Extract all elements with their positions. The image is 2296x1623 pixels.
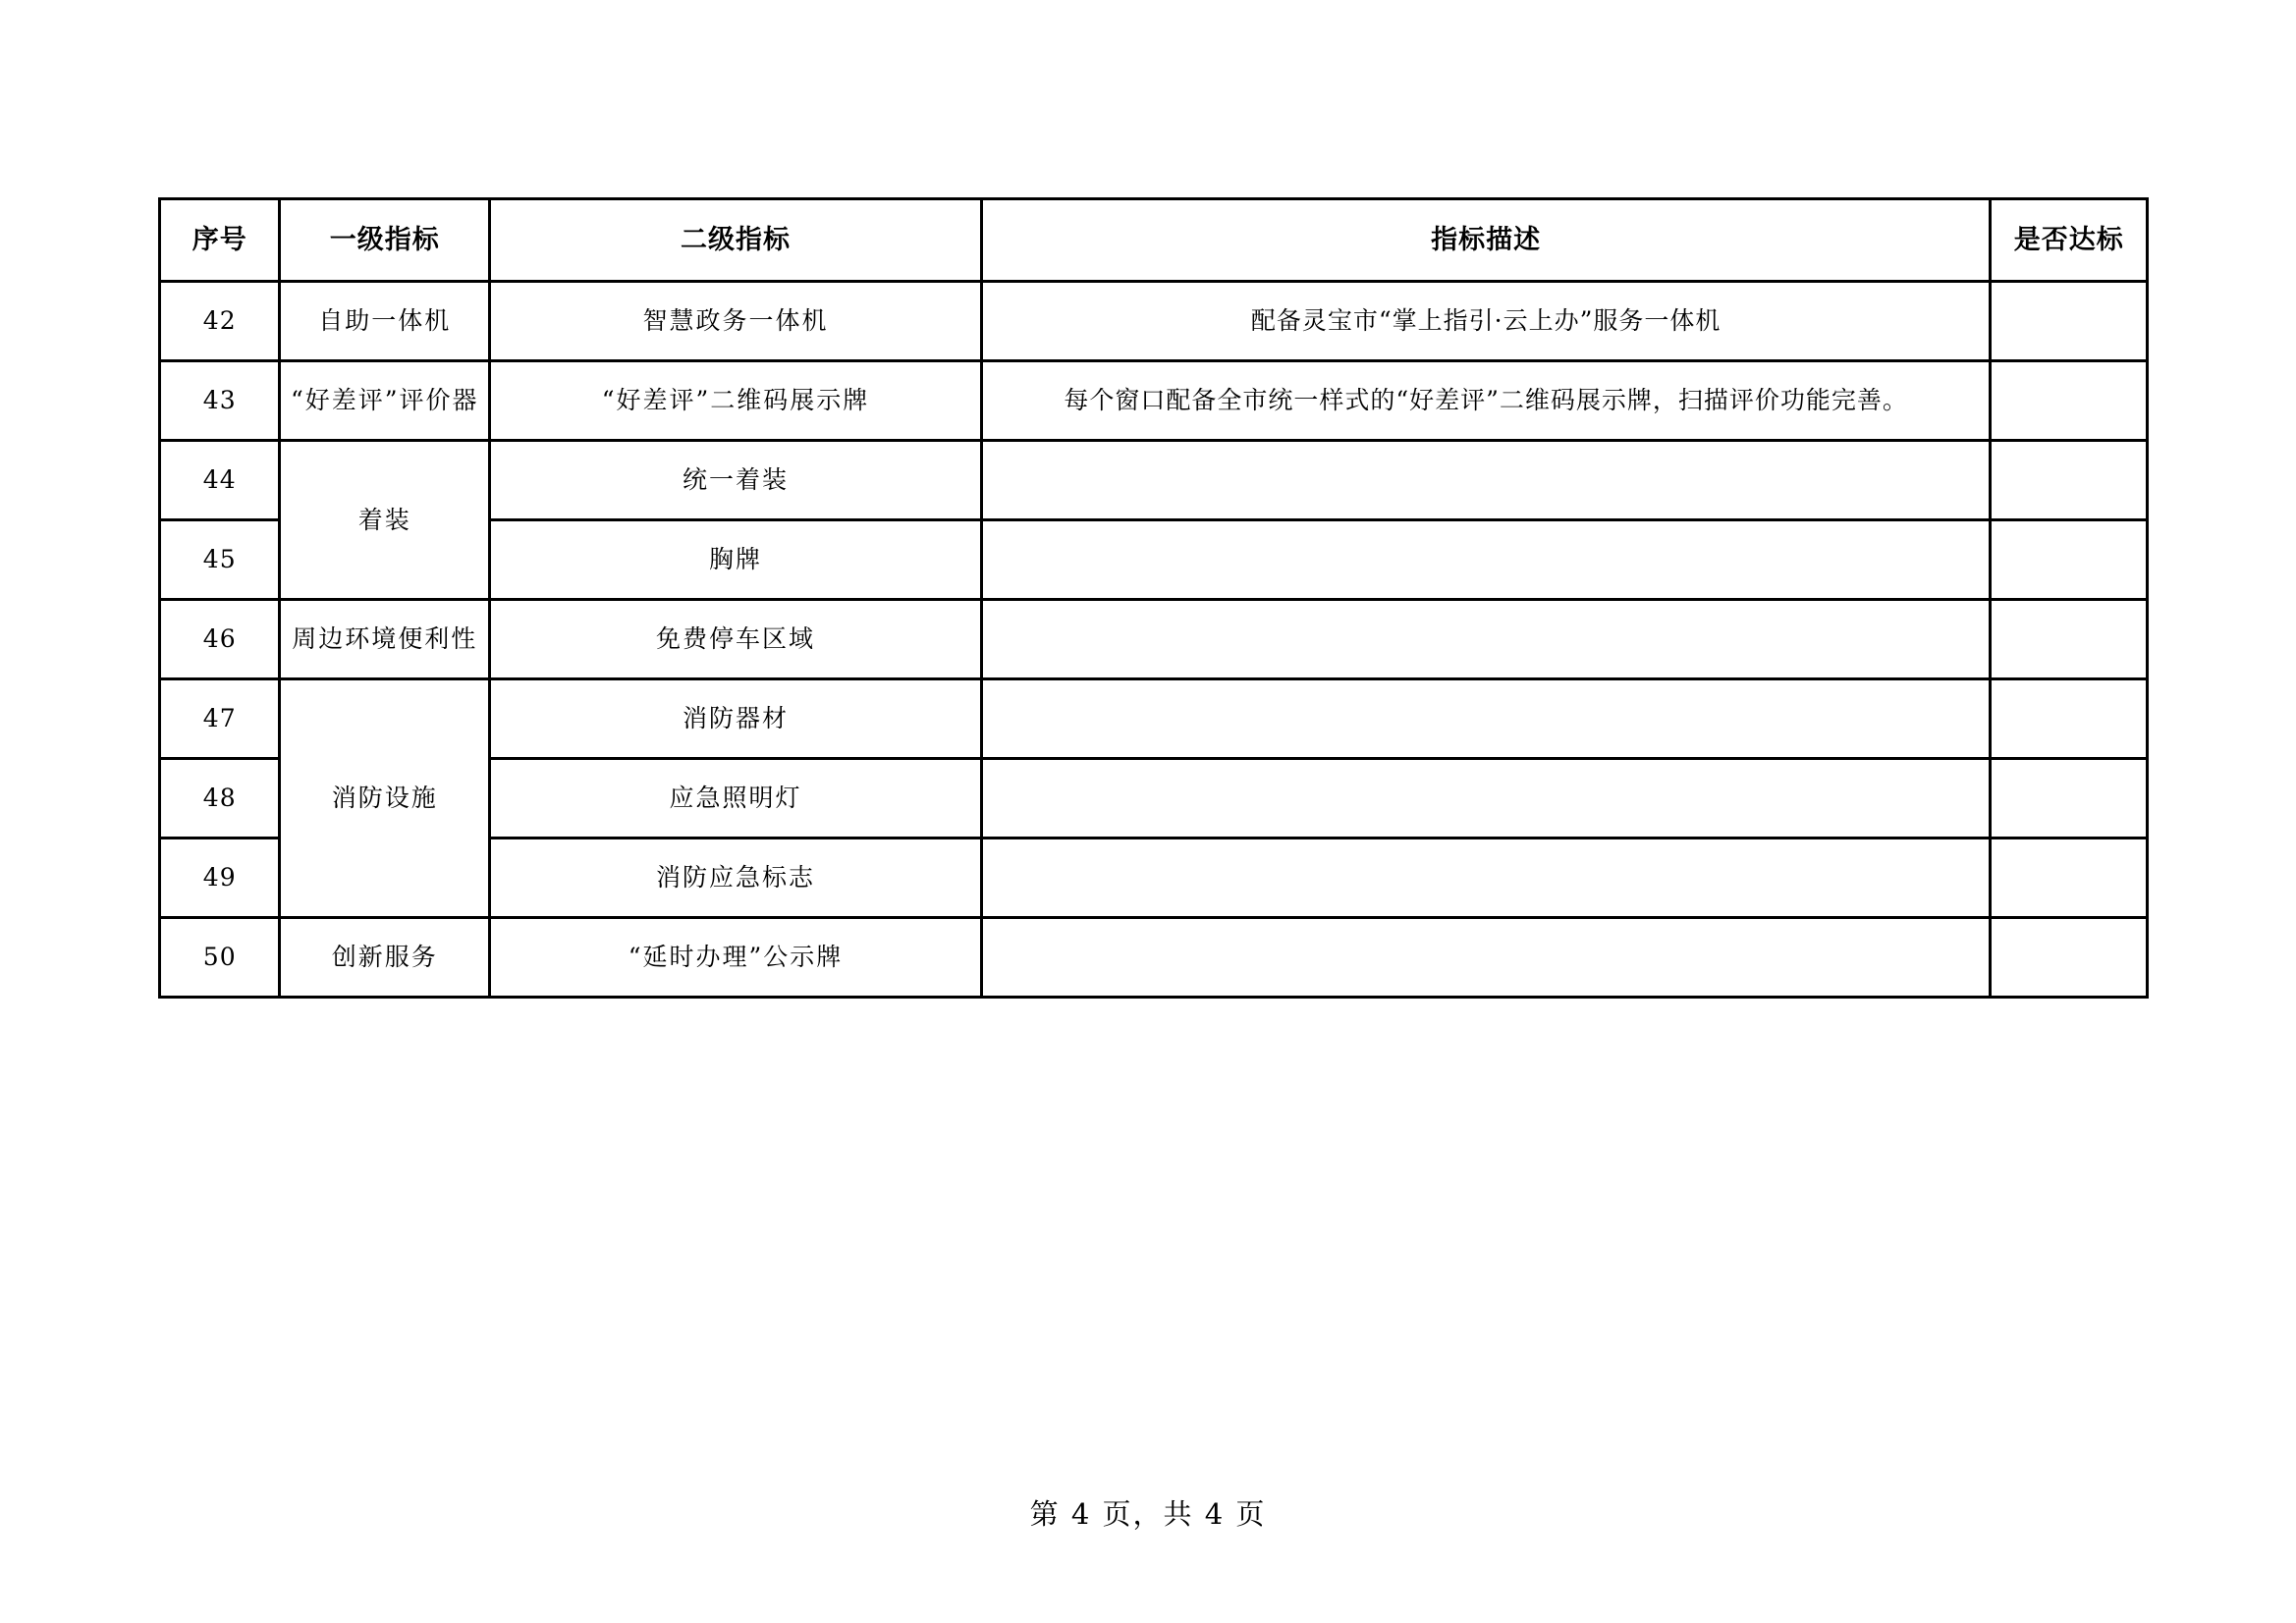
- row-level2: 应急照明灯: [490, 759, 982, 839]
- row-compliance-cell: [1991, 520, 2148, 600]
- row-compliance-cell: [1991, 759, 2148, 839]
- header-description: 指标描述: [981, 199, 1991, 282]
- header-level1: 一级指标: [280, 199, 490, 282]
- row-level2: 胸牌: [490, 520, 982, 600]
- row-no: 50: [160, 918, 280, 998]
- row-level2: 消防器材: [490, 679, 982, 759]
- row-compliance-cell: [1991, 839, 2148, 918]
- table-row: [160, 918, 2148, 998]
- table-row: [160, 441, 2148, 520]
- table-row: [160, 282, 2148, 361]
- row-no: 48: [160, 759, 280, 839]
- row-level2: 免费停车区域: [490, 600, 982, 679]
- row-description: [981, 441, 1991, 520]
- row-no: 43: [160, 361, 280, 441]
- row-compliance-cell: [1991, 918, 2148, 998]
- row-no: 46: [160, 600, 280, 679]
- row-compliance-cell: [1991, 361, 2148, 441]
- row-level2: “好差评”二维码展示牌: [490, 361, 982, 441]
- page-footer: 第 4 页，共 4 页: [1029, 1497, 1267, 1531]
- row-description: [981, 918, 1991, 998]
- table-row: [160, 600, 2148, 679]
- row-level2: “延时办理”公示牌: [490, 918, 982, 998]
- row-no: 42: [160, 282, 280, 361]
- row-description: 配备灵宝市“掌上指引·云上办”服务一体机: [981, 282, 1991, 361]
- row-level1: 创新服务: [280, 918, 490, 998]
- table-header-row: [160, 199, 2148, 282]
- header-compliance: 是否达标: [1991, 199, 2148, 282]
- row-no: 49: [160, 839, 280, 918]
- row-description: [981, 839, 1991, 918]
- row-description: [981, 679, 1991, 759]
- row-description: [981, 520, 1991, 600]
- row-level1: “好差评”评价器: [280, 361, 490, 441]
- row-compliance-cell: [1991, 600, 2148, 679]
- header-level2: 二级指标: [490, 199, 982, 282]
- row-level1: 周边环境便利性: [280, 600, 490, 679]
- row-level1: 着装: [280, 441, 490, 600]
- indicator-table: [158, 197, 2149, 999]
- table-row: [160, 361, 2148, 441]
- row-no: 47: [160, 679, 280, 759]
- row-compliance-cell: [1991, 441, 2148, 520]
- row-compliance-cell: [1991, 282, 2148, 361]
- row-compliance-cell: [1991, 679, 2148, 759]
- row-no: 44: [160, 441, 280, 520]
- table-row: [160, 679, 2148, 759]
- row-level1: 消防设施: [280, 679, 490, 918]
- row-no: 45: [160, 520, 280, 600]
- header-no: 序号: [160, 199, 280, 282]
- row-level2: 统一着装: [490, 441, 982, 520]
- row-description: [981, 600, 1991, 679]
- row-level1: 自助一体机: [280, 282, 490, 361]
- row-description: 每个窗口配备全市统一样式的“好差评”二维码展示牌，扫描评价功能完善。: [981, 361, 1991, 441]
- row-level2: 消防应急标志: [490, 839, 982, 918]
- row-description: [981, 759, 1991, 839]
- row-level2: 智慧政务一体机: [490, 282, 982, 361]
